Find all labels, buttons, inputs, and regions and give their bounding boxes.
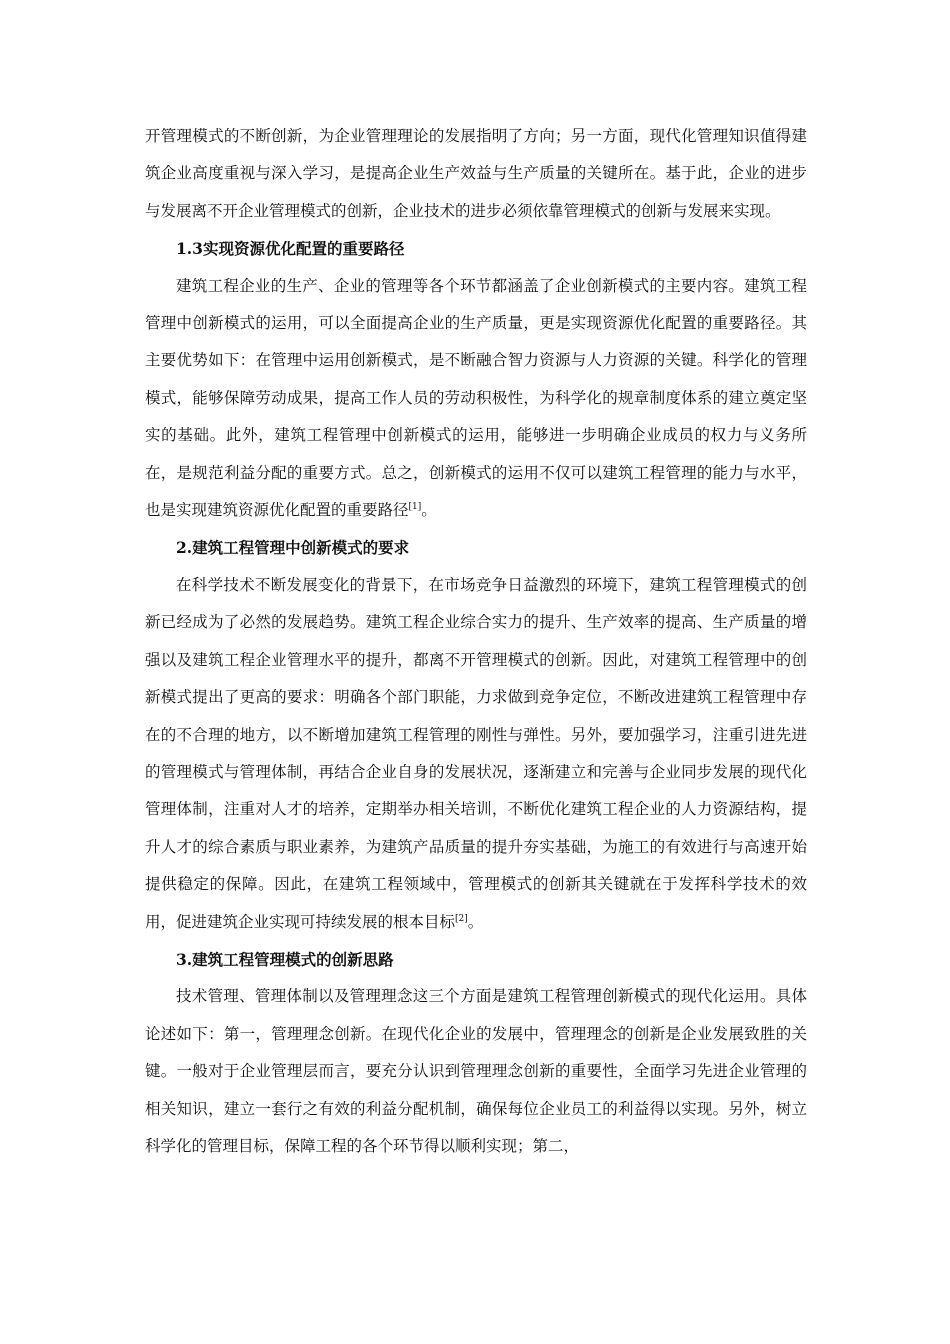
heading-1-3	[145, 230, 807, 267]
paragraph-tail: 。	[467, 912, 484, 931]
paragraph-intro-continuation	[145, 118, 807, 230]
heading-2	[145, 529, 807, 566]
citation-ref-1[interactable]: [1]	[408, 501, 422, 512]
paragraph-text: 开管理模式的不断创新，为企业管理理论的发展指明了方向；另一方面，现代化管理知识值得建筑企业高度重视与深入学习，是提高企业生产效益与生产质量的关键所在。基于此，企业的进步与发展离不开企业管理模式的创新，企业技术的进步必须依靠管理模式的创新与发展来实现。	[145, 127, 807, 220]
heading-3	[145, 941, 807, 978]
document-body	[145, 118, 807, 1165]
heading-text: 3.建筑工程管理模式的创新思路	[176, 949, 394, 969]
paragraph-tail: 。	[421, 501, 437, 520]
citation-ref-2[interactable]: [2]	[455, 913, 468, 924]
heading-text: 1.3实现资源优化配置的重要路径	[176, 239, 405, 259]
heading-text: 2.建筑工程管理中创新模式的要求	[176, 538, 410, 558]
paragraph-text: 在科学技术不断发展变化的背景下，在市场竞争日益激烈的环境下，建筑工程管理模式的创新已经成为了必然的发展趋势。建筑工程企业综合实力的提升、生产效率的提高、生产质量的增强以及建筑工程企业管理水平的提升，都离不开管理模式的创新。因此，对建筑工程管理中的创新模式提出了更高的要求：明确各个部门职能，力求做到竞争定位，不断改进建筑工程管理中存在的不合理的地方，以不断增加建筑工程管理的刚性与弹性。另外，要加强学习，注重引进先进的管理模式与管理体制，再结合企业自身的发展状况，逐渐建立和完善与企业同步发展的现代化管理体制，注重对人才的培养，定期举办相关培训，不断优化建筑工程企业的人力资源结构，提升人才的综合素质与职业素养，为建筑产品质量的提升夯实基础，为施工的有效进行与高速开始提供稳定的保障。因此，在建筑工程领域中，管理模式的创新其关键就在于发挥科学技术的效用，促进建筑企业实现可持续发展的根本目标	[145, 575, 807, 931]
paragraph-text: 技术管理、管理体制以及管理理念这三个方面是建筑工程管理创新模式的现代化运用。具体论述如下：第一，管理理念创新。在现代化企业的发展中，管理理念的创新是企业发展致胜的关键。一般对于企业管理层而言，要充分认识到管理理念创新的重要性，全面学习先进企业管理的相关知识，建立一套行之有效的利益分配机制，确保每位企业员工的利益得以实现。另外，树立科学化的管理目标，保障工程的各个环节得以顺利实现；第二，	[145, 987, 807, 1155]
paragraph-innovation-ideas	[145, 978, 807, 1165]
paragraph-innovation-requirements	[145, 567, 807, 941]
paragraph-text: 建筑工程企业的生产、企业的管理等各个环节都涵盖了企业创新模式的主要内容。建筑工程管理中创新模式的运用，可以全面提高企业的生产质量，更是实现资源优化配置的重要路径。其主要优势如下：在管理中运用创新模式，是不断融合智力资源与人力资源的关键。科学化的管理模式，能够保障劳动成果，提高工作人员的劳动积极性，为科学化的规章制度体系的建立奠定坚实的基础。此外，建筑工程管理中创新模式的运用，能够进一步明确企业成员的权力与义务所在，是规范利益分配的重要方式。总之，创新模式的运用不仅可以建筑工程管理的能力与水平，也是实现建筑资源优化配置的重要路径	[145, 276, 807, 520]
paragraph-resource-allocation	[145, 268, 807, 530]
